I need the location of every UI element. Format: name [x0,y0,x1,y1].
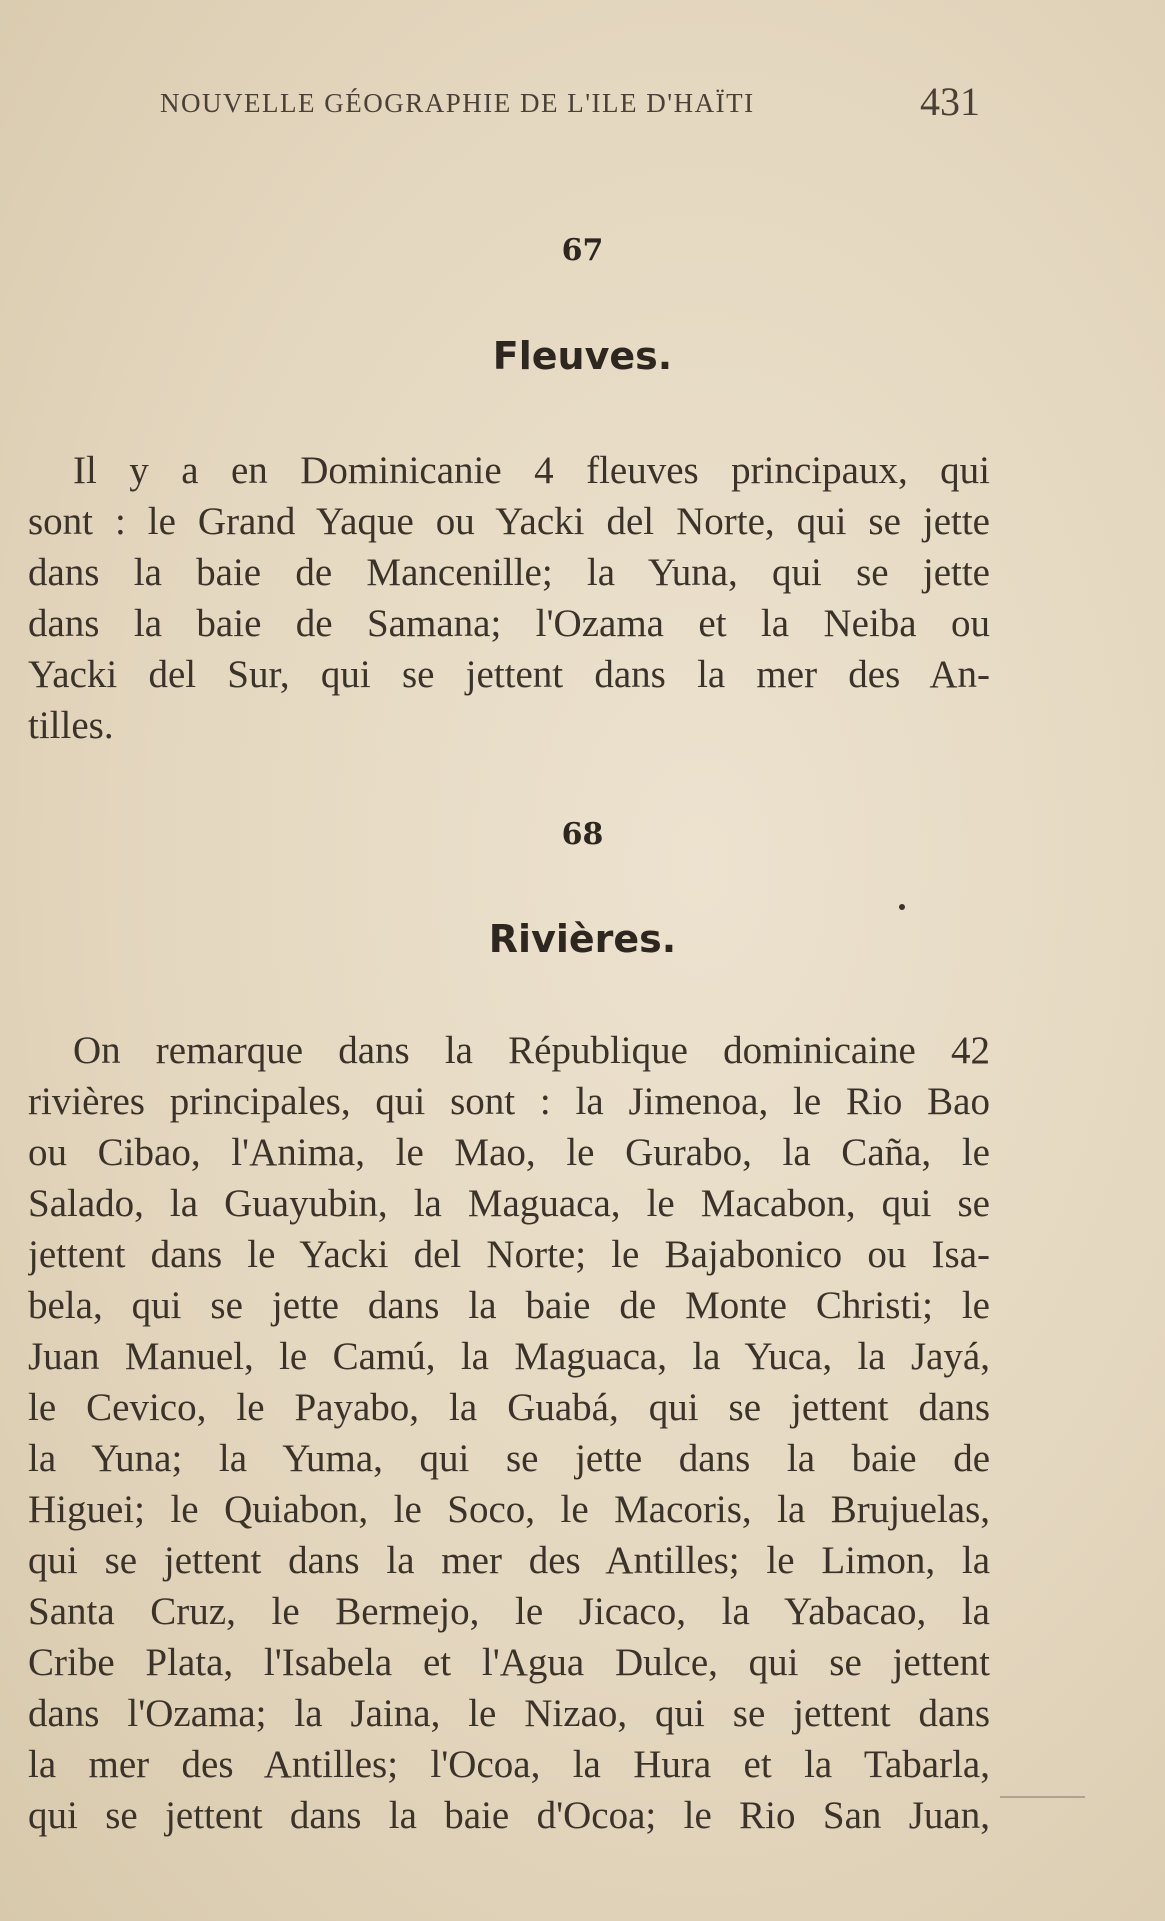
text-line: la Yuna; la Yuma, qui se jette dans la baie de [28,1437,990,1480]
text-line: le Cevico, le Payabo, la Guabá, qui se jettent dans [28,1386,990,1429]
page-number: 431 [920,79,980,124]
section-number: 67 [561,233,604,268]
running-title: NOUVELLE GÉOGRAPHIE DE L'ILE D'HAÏTI [160,88,755,118]
text-line: dans l'Ozama; la Jaina, le Nizao, qui se jettent dans [28,1692,990,1735]
ink-speck [899,904,905,910]
text-line: Cribe Plata, l'Isabela et l'Agua Dulce, qui se jettent [28,1641,990,1684]
text-line: qui se jettent dans la baie d'Ocoa; le Rio San Juan, [28,1794,990,1837]
text-line: On remarque dans la République dominicaine 42 [73,1029,990,1072]
text-line: ou Cibao, l'Anima, le Mao, le Gurabo, la Caña, le [28,1131,990,1174]
text-line: Salado, la Guayubin, la Maguaca, le Macabon, qui se [28,1182,990,1225]
text-line: Il y a en Dominicanie 4 fleuves principaux, qui [73,449,990,492]
paragraph-fleuves [28,445,990,751]
text-line: jettent dans le Yacki del Norte; le Bajabonico ou Isa- [28,1233,990,1276]
text-line: tilles. [28,704,114,747]
section-title: Fleuves. [492,334,673,378]
text-line: dans la baie de Samana; l'Ozama et la Neiba ou [28,602,990,645]
text-line: qui se jettent dans la mer des Antilles; le Limon, la [28,1539,990,1582]
text-line: sont : le Grand Yaque ou Yacki del Norte, qui se jette [28,500,990,543]
section-title: Rivières. [488,917,677,961]
text-line: Higuei; le Quiabon, le Soco, le Macoris, la Brujuelas, [28,1488,990,1531]
text-line: dans la baie de Mancenille; la Yuna, qui se jette [28,551,990,594]
text-line: Juan Manuel, le Camú, la Maguaca, la Yuca, la Jayá, [28,1335,990,1378]
text-line: Yacki del Sur, qui se jettent dans la mer des An- [28,653,990,696]
text-line: Santa Cruz, le Bermejo, le Jicaco, la Yabacao, la [28,1590,990,1633]
running-head [160,78,980,128]
text-line: bela, qui se jette dans la baie de Monte Christi; le [28,1284,990,1327]
text-line: rivières principales, qui sont : la Jimenoa, le Rio Bao [28,1080,990,1123]
paragraph-rivieres [28,1025,990,1841]
section-number: 68 [561,817,604,852]
text-line: la mer des Antilles; l'Ocoa, la Hura et la Tabarla, [28,1743,990,1786]
pencil-underline [1000,1796,1085,1798]
